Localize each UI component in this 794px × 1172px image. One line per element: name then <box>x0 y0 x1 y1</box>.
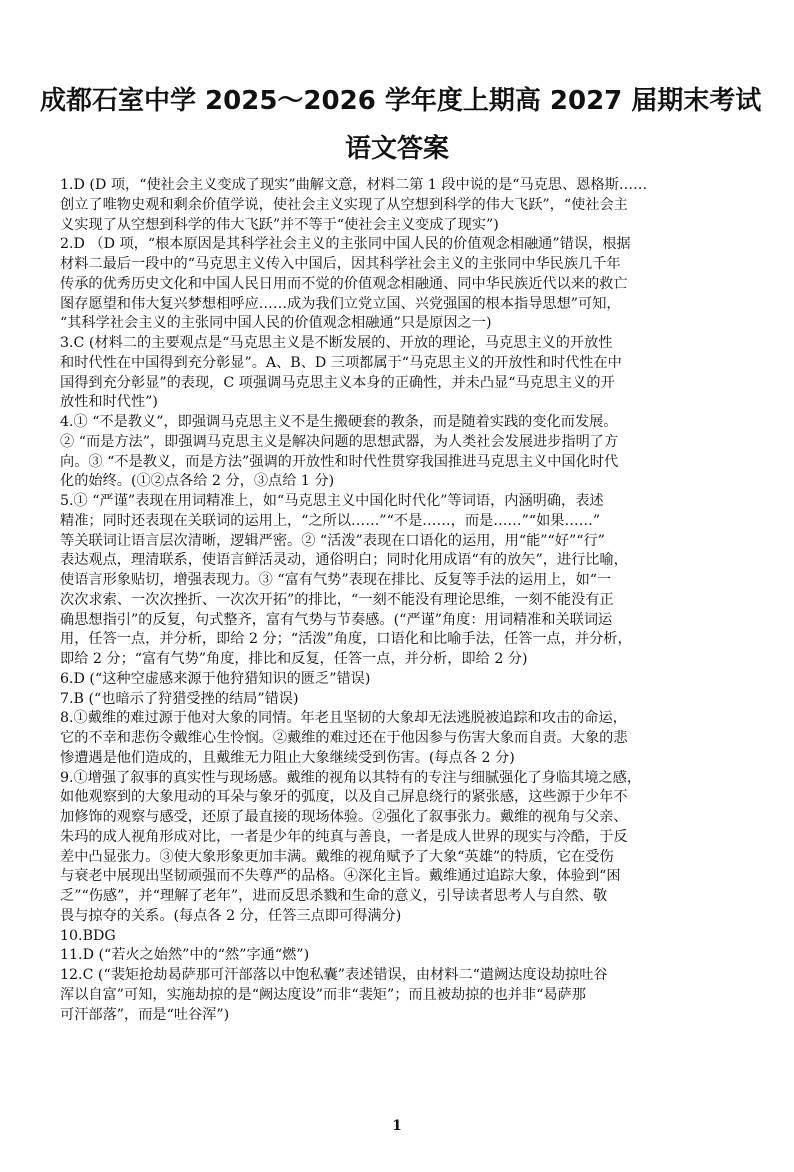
page-number: 1 <box>392 1118 402 1134</box>
answer-line: 12.C (“裴矩抢劫曷萨那可汗部落以中饱私囊”表述错误，由材料二“遣阙达度设劫掠吐谷 <box>60 967 608 983</box>
answer-line: 即给 2 分；“富有气势”角度，排比和反复，任答一点，并分析，即给 2 分) <box>60 651 528 667</box>
answer-line: 惨遭遇是他们造成的，且戴维无力阻止大象继续受到伤害。(每点各 2 分) <box>60 749 515 766</box>
answer-line: 加修饰的观察与感受，还原了最直接的现场体验。②强化了叙事张力。戴维的视角与父亲、 <box>60 809 628 825</box>
answer-line: 国得到充分彰显”的表现，C 项强调马克思主义本身的正确性，并未凸显“马克思主义的开 <box>60 374 615 391</box>
answer-line: 化的始终。(①②点各给 2 分，③点给 1 分) <box>60 473 335 490</box>
answer-line: 精准；同时还表现在关联词的运用上，“之所以……”“不是……，而是……”“如果……” <box>60 512 601 529</box>
answer-line: 朱玛的成人视角形成对比，一者是少年的纯真与善良，一者是成人世界的现实与冷酷，于反 <box>60 828 628 845</box>
answer-line: 如他观察到的大象甩动的耳朵与象牙的弧度，以及自己屏息绕行的紧张感，这些源于少年不 <box>60 789 628 806</box>
answer-line: 等关联词让语言层次清晰，逻辑严密。② “活泼”表现在口语化的运用，用“能”“好”“行” <box>60 532 605 549</box>
answer-line: 畏与掠夺的关系。(每点各 2 分，任答三点即可得满分) <box>60 907 402 924</box>
answer-line: 用，任答一点，并分析，即给 2 分；“活泼”角度，口语化和比喻手法，任答一点，并分析， <box>60 631 632 648</box>
page-title: 成都石室中学 2025～2026 学年度上期高 2027 届期末考试 <box>40 86 762 116</box>
answer-line: 可汗部落”，而是“吐谷浑”) <box>60 1006 230 1023</box>
answer-line: 5.① “严谨”表现在用词精准上，如“马克思主义中国化时代化”等词语，内涵明确，表述 <box>60 493 604 509</box>
answer-line: 7.B (“也暗示了狩猎受挫的结局”错误) <box>60 690 299 707</box>
answer-line: 表达观点，理清联系，使语言鲜活灵动，通俗明白；同时化用成语“有的放矢”，进行比喻， <box>60 552 628 569</box>
answer-line: 义实现了从空想到科学的伟大飞跃”并不等于“使社会主义变成了现实”) <box>60 216 499 233</box>
answer-line: 创立了唯物史观和剩余价值学说，使社会主义实现了从空想到科学的伟大飞跃”，“使社会主 <box>60 196 628 213</box>
answer-line: 材料二最后一段中的“马克思主义传入中国后，因其科学社会主义的主张同中华民族几千年 <box>60 256 621 272</box>
page-subtitle: 语文答案 <box>344 134 449 164</box>
answer-line: 放性和时代性”) <box>60 394 158 411</box>
answer-line: 11.D (“若火之始然”中的“然”字通“燃”) <box>60 947 310 964</box>
answer-line: 4.① “不是教义”，即强调马克思主义不是生搬硬套的教条，而是随着实践的变化而发展。 <box>60 414 618 430</box>
answer-line: 和时代性在中国得到充分彰显”。A、B、D 三项都属于“马克思主义的开放性和时代性在中 <box>60 354 622 371</box>
answer-line: 次次求索、一次次挫折、一次次开拓”的排比，“一刻不能没有理论思维，一刻不能没有正 <box>60 591 614 608</box>
answer-line: 8.①戴维的难过源于他对大象的同情。年老且坚韧的大象却无法逃脱被追踪和攻击的命运， <box>60 710 627 727</box>
answer-line: 9.①增强了叙事的真实性与现场感。戴维的视角以其特有的专注与细腻强化了身临其境之感， <box>60 769 642 786</box>
answer-line: ② “而是方法”，即强调马克思主义是解决问题的思想武器，为人类社会发展进步指明了方 <box>60 433 619 450</box>
answer-body <box>60 176 758 1025</box>
answer-line: 乏”“伤感”，并“理解了老年”，进而反思杀戮和生命的意义，引导读者思考人与自然、敬 <box>60 888 608 904</box>
answer-line: 3.C (材料二的主要观点是“马克思主义是不断发展的、开放的理论，马克思主义的开放性 <box>60 335 613 351</box>
answer-line: 向。③ “不是教义，而是方法”强调的开放性和时代性贯穿我国推进马克思主义中国化时代 <box>60 453 619 470</box>
answer-line: “其科学社会主义的主张同中国人民的价值观念相融通”只是原因之一) <box>60 315 492 332</box>
answer-line: 10.BDG <box>60 927 116 944</box>
answer-line: 1.D (D 项，“使社会主义变成了现实”曲解文意，材料二第 1 段中说的是“马克思、恩格斯…… <box>60 177 648 193</box>
answer-line: 浑以自富”可知，实施劫掠的是“阙达度设”而非“裴矩”；而且被劫掠的也并非“曷萨那 <box>60 986 586 1003</box>
answer-line: 确思想指引”的反复，句式整齐，富有气势与节奏感。(“严谨”角度：用词精准和关联词运 <box>60 611 613 628</box>
answer-line: 传承的优秀历史文化和中国人民日用而不觉的价值观念相融通、同中华民族近代以来的救亡 <box>60 275 628 292</box>
answer-line: 图存愿望和伟大复兴梦想相呼应……成为我们立党立国、兴党强国的根本指导思想”可知， <box>60 295 621 312</box>
answer-line: 差中凸显张力。③使大象形象更加丰满。戴维的视角赋予了大象“英雄”的特质，它在受伤 <box>60 848 614 865</box>
answer-line: 6.D (“这种空虚感来源于他狩猎知识的匮乏”错误) <box>60 670 371 687</box>
answer-line: 它的不幸和悲伤令戴维心生怜悯。②戴维的难过还在于他因参与伤害大象而自责。大象的悲 <box>60 730 628 746</box>
answer-line: 2.D （D 项，“根本原因是其科学社会主义的主张同中国人民的价值观念相融通”错误，根据 <box>60 236 631 253</box>
answer-line: 使语言形象贴切，增强表现力。③ “富有气势”表现在排比、反复等手法的运用上，如“一 <box>60 572 612 588</box>
answer-line: 与衰老中展现出坚韧顽强而不失尊严的品格。④深化主旨。戴维通过追踪大象，体验到“困 <box>60 868 621 885</box>
